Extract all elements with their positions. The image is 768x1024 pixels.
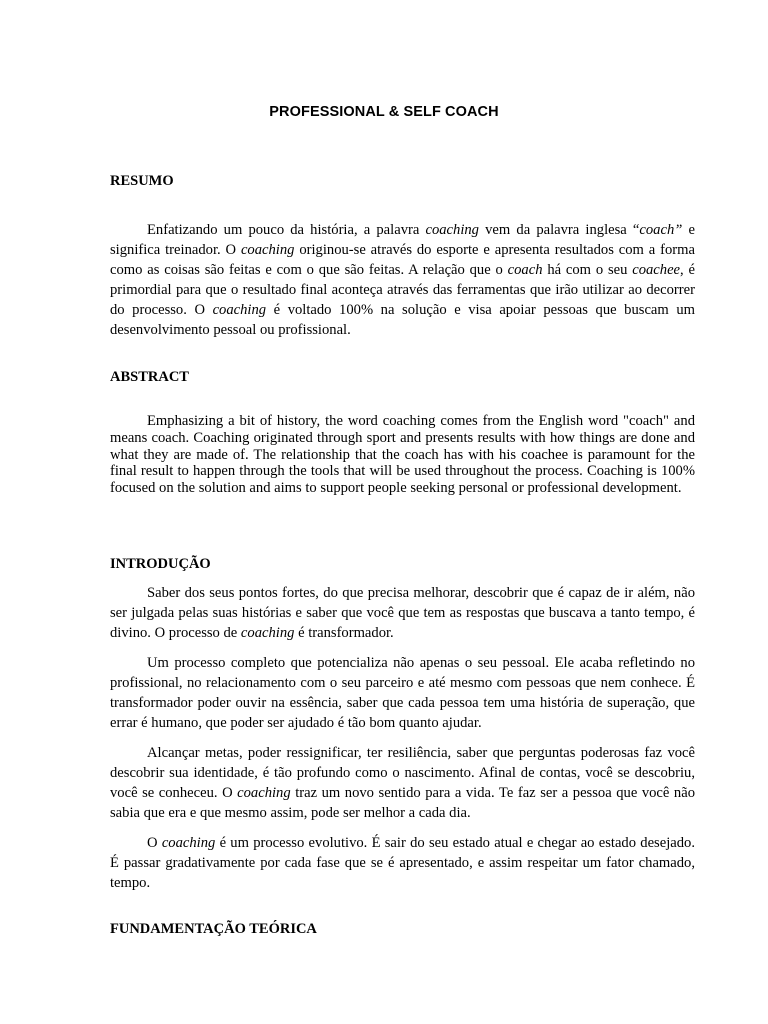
italic-term: coaching [237, 785, 291, 801]
italic-term: coaching [161, 835, 216, 851]
introducao-section [110, 583, 695, 893]
introducao-paragraph-4: O coaching é um processo evolutivo. É sair do seu estado atual e chegar ao estado desejado. É passar gradativamente por cada fase que se é apresentado, e assim respeitar um fator chamado, tempo. [110, 835, 695, 891]
abstract-heading: ABSTRACT [110, 369, 189, 385]
italic-term: coaching [240, 242, 295, 258]
introducao-heading: INTRODUÇÃO [110, 556, 211, 572]
italic-term: coaching [425, 222, 479, 238]
introducao-paragraph-1: Saber dos seus pontos fortes, do que precisa melhorar, descobrir que é capaz de ir além, não ser julgada pelas suas histórias e saber que você que tem as respostas que buscava a tanto tempo, é divino. O processo de coaching é transformador. [110, 585, 695, 641]
resumo-heading: RESUMO [110, 173, 174, 189]
resumo-section [110, 220, 695, 340]
italic-term: coachee [632, 262, 681, 278]
document-title: PROFESSIONAL & SELF COACH [269, 104, 499, 120]
italic-term: coaching [240, 625, 295, 641]
italic-term: coach [507, 262, 543, 278]
introducao-paragraph-2: Um processo completo que potencializa não apenas o seu pessoal. Ele acaba refletindo no profissional, no relacionamento com o seu parceiro e até mesmo com pessoas que nem conhece. É transformador poder ouvir na essência, saber que cada pessoa tem uma história de superação, que errar é humano, que poder ser ajudado é tão bom quanto ajudar. [110, 655, 695, 731]
abstract-section [110, 413, 695, 497]
italic-term: coach” [639, 222, 683, 238]
resumo-paragraph: Enfatizando um pouco da história, a palavra coaching vem da palavra inglesa “coach” e significa treinador. O coaching originou-se através do esporte e apresenta resultados com a forma como as coisas são feitas e com o que são feitas. A relação que o coach há com o seu coachee, é primordial para que o resultado final aconteça através das ferramentas que irão utilizar ao decorrer do processo. O coaching é voltado 100% na solução e visa apoiar pessoas que buscam um desenvolvimento pessoal ou profissional. [110, 222, 695, 338]
abstract-paragraph: Emphasizing a bit of history, the word coaching comes from the English word "coach" and means coach. Coaching originated through sport and presents results with how things are done and what they are made of. The relationship that the coach has with his coachee is paramount for the final result to happen through the tools that will be used throughout the process. Coaching is 100% focused on the solution and aims to support people seeking personal or professional development. [110, 413, 695, 497]
fundamentacao-heading: FUNDAMENTAÇÃO TEÓRICA [110, 921, 317, 937]
italic-term: coaching [212, 302, 267, 318]
introducao-paragraph-3: Alcançar metas, poder ressignificar, ter resiliência, saber que perguntas poderosas faz você descobrir sua identidade, é tão profundo como o nascimento. Afinal de contas, você se descobriu, você se conheceu. O coaching traz um novo sentido para a vida. Te faz ser a pessoa que você não sabia que era e que mesmo assim, pode ser melhor a cada dia. [110, 745, 695, 821]
